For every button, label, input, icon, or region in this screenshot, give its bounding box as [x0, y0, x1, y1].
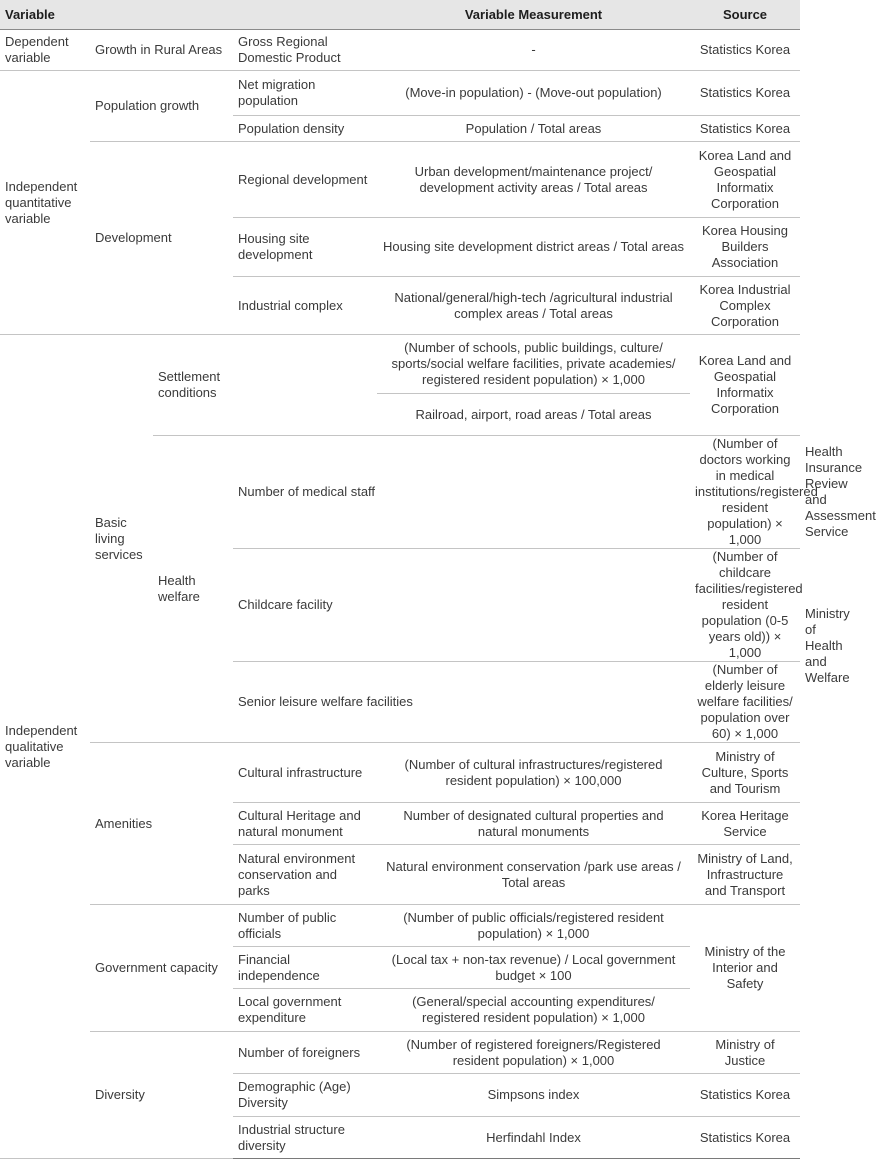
measurement-cell: Urban development/maintenance project/ development activity areas / Total areas [377, 142, 690, 218]
source-cell: Statistics Korea [690, 30, 800, 71]
group-cell: Basic living services [90, 335, 153, 743]
measurement-cell: (Local tax + non-tax revenue) / Local government budget × 100 [377, 947, 690, 989]
source-cell: Statistics Korea [690, 71, 800, 116]
variable-name-cell: Financial independence [233, 947, 377, 989]
variable-name-cell: Childcare facility [233, 549, 690, 662]
table-row [0, 30, 800, 71]
variable-name-cell: Net migration population [233, 71, 377, 116]
table-row: Health welfare Number of medical staff (Number of doctors working in medical institutions/registered resident population) × 1,000 Health Insurance Review and Assessment Service [0, 436, 800, 549]
variable-name-cell: Industrial complex [233, 277, 377, 335]
measurement-cell: Railroad, airport, road areas / Total areas [377, 394, 690, 436]
table-row [0, 905, 800, 947]
variable-name-cell: Senior leisure welfare facilities [233, 662, 690, 743]
group-cell: Diversity [90, 1032, 233, 1159]
header-row [0, 0, 800, 30]
variable-name-cell: Housing site development [233, 218, 377, 277]
sub-group-cell: Settlement conditions [158, 369, 221, 400]
measurement-cell: (General/special accounting expenditures/ registered resident population) × 1,000 [377, 989, 690, 1032]
source-cell: Korea Land and Geospatial Informatix Corporation [690, 142, 800, 218]
category-cell: Dependent variable [0, 30, 90, 71]
group-cell: Development [90, 142, 233, 335]
source-cell: Statistics Korea [690, 116, 800, 142]
category-cell: Independent quantitative variable [0, 71, 90, 335]
measurement-cell: (Move-in population) - (Move-out population) [377, 71, 690, 116]
variable-name-cell: Cultural infrastructure [233, 743, 377, 803]
variable-name-cell: Regional development [233, 142, 377, 218]
group-cell: Population growth [90, 71, 233, 142]
variable-name-cell: Number of medical staff [233, 436, 690, 549]
measurement-cell: (Number of public officials/registered resident population) × 1,000 [377, 905, 690, 947]
table-row [0, 335, 800, 394]
measurement-cell: (Number of doctors working in medical institutions/registered resident population) × 1,000 [690, 436, 800, 549]
source-cell: Ministry of the Interior and Safety [690, 905, 800, 1032]
source-cell: Ministry of Land, Infrastructure and Transport [690, 845, 800, 905]
source-cell: Statistics Korea [690, 1074, 800, 1117]
measurement-cell: Simpsons index [377, 1074, 690, 1117]
source-cell: Korea Industrial Complex Corporation [690, 277, 800, 335]
source-cell: Statistics Korea [690, 1117, 800, 1159]
measurement-cell: - [377, 30, 690, 71]
measurement-cell: Housing site development district areas / Total areas [377, 218, 690, 277]
header-measurement: Variable Measurement [377, 0, 690, 30]
table-row [0, 743, 800, 803]
group-cell: Government capacity [90, 905, 233, 1032]
group-cell: Growth in Rural Areas [90, 30, 233, 71]
variable-name-cell: Number of public officials [233, 905, 377, 947]
measurement-cell: (Number of registered foreigners/Registered resident population) × 1,000 [377, 1032, 690, 1074]
table-row [0, 142, 800, 218]
measurement-cell: Population / Total areas [377, 116, 690, 142]
table-row [0, 1032, 800, 1074]
source-cell: Korea Housing Builders Association [690, 218, 800, 277]
variable-name-cell: Population density [233, 116, 377, 142]
source-cell: Korea Heritage Service [690, 803, 800, 845]
measurement-cell: (Number of schools, public buildings, culture/ sports/social welfare facilities, private academies/ registered resident population) × 1,000 [377, 335, 690, 394]
variable-name-cell: Natural environment conservation and parks [233, 845, 377, 905]
sub-group-cell: Health welfare [153, 436, 233, 743]
measurement-cell: National/general/high-tech /agricultural industrial complex areas / Total areas [377, 277, 690, 335]
table-row: Childcare facility (Number of childcare facilities/registered resident population (0-5 years old)) × 1,000 Ministry of Health and Welfare [0, 549, 800, 662]
measurement-cell: Natural environment conservation /park use areas / Total areas [377, 845, 690, 905]
table-row [0, 71, 800, 116]
measurement-cell: (Number of childcare facilities/registered resident population (0-5 years old)) × 1,000 [690, 549, 800, 662]
variable-name-cell: Gross Regional Domestic Product [233, 30, 377, 71]
header-variable: Variable [0, 0, 377, 30]
variable-name-cell: Demographic (Age) Diversity [233, 1074, 377, 1117]
group-cell: Amenities [90, 743, 233, 905]
header-source: Source [690, 0, 800, 30]
variable-name-cell: Local government expenditure [233, 989, 377, 1032]
source-cell: Ministry of Justice [690, 1032, 800, 1074]
source-cell: Ministry of Culture, Sports and Tourism [690, 743, 800, 803]
measurement-cell: (Number of elderly leisure welfare facilities/ population over 60) × 1,000 [690, 662, 800, 743]
sub-group-row [153, 335, 377, 436]
variable-name-cell: Cultural Heritage and natural monument [233, 803, 377, 845]
measurement-cell: Herfindahl Index [377, 1117, 690, 1159]
variable-name-cell: Industrial structure diversity [233, 1117, 377, 1159]
measurement-cell: Number of designated cultural properties and natural monuments [377, 803, 690, 845]
source-cell: Korea Land and Geospatial Informatix Corporation [690, 335, 800, 436]
measurement-cell: (Number of cultural infrastructures/registered resident population) × 100,000 [377, 743, 690, 803]
category-cell: Independent qualitative variable [0, 335, 90, 1159]
variable-name-cell: Number of foreigners [233, 1032, 377, 1074]
